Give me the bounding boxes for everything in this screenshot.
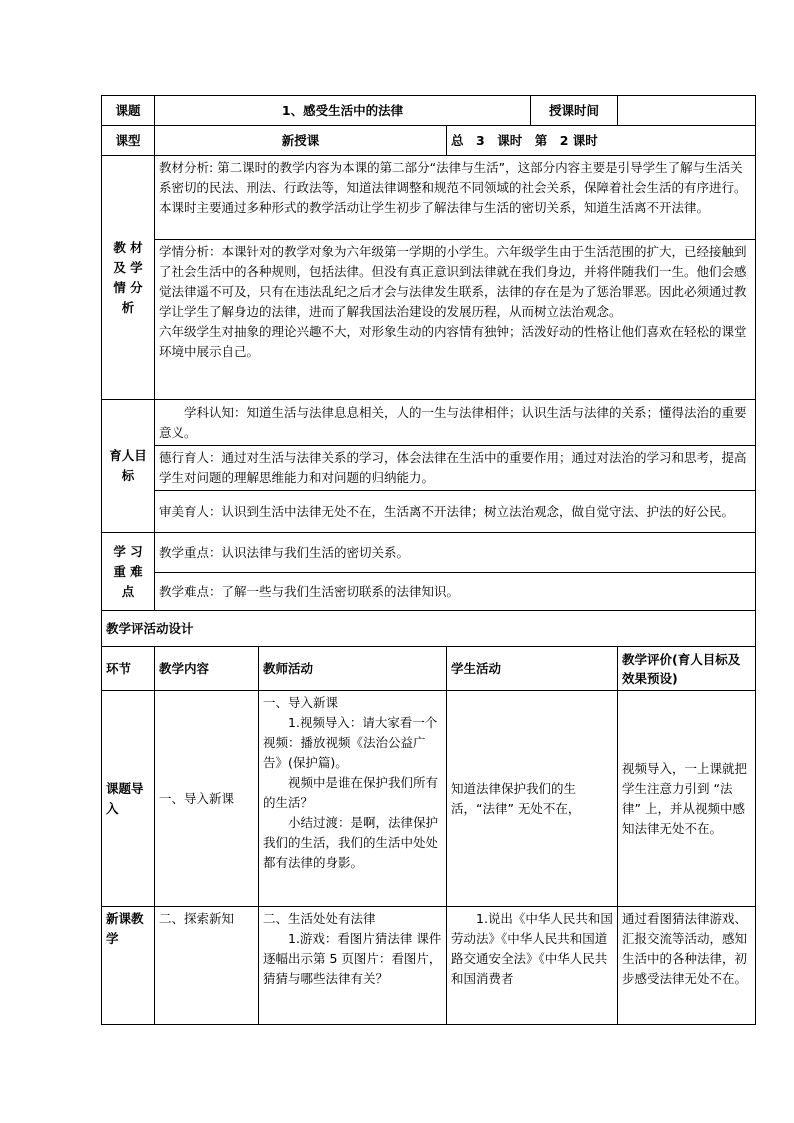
difficult-point: 教学难点：了解一些与我们生活密切联系的法律知识。	[155, 573, 756, 611]
teacher-line: 1.游戏：看图片猜法律 课件逐幅出示第 5 页图片：看图片，猜猜与哪些法律有关？	[263, 931, 442, 986]
col-header-stage: 环节	[102, 647, 155, 691]
student-analysis-para-2: 六年级学生对抽象的理论兴趣不大，对形象生动的内容情有独钟；活泼好动的性格让他们喜欢在轻松的课堂环境中展示自己。	[159, 324, 747, 359]
teacher-line: 小结过渡：是啊，法律保护我们的生活，我们的生活中处处都有法律的身影。	[263, 815, 439, 870]
topic-label: 课题	[102, 96, 155, 126]
goal-knowledge: 学科认知：知道生活与法律息息相关，人的一生与法律相伴；认识生活与法律的关系；懂得法治的重要意义。	[155, 400, 756, 446]
type-label: 课型	[102, 126, 155, 156]
type-value: 新授课	[155, 126, 447, 156]
lesson-plan-table	[101, 95, 756, 1025]
evaluation-cell: 通过看图猜法律游戏、汇报交流等活动，感知生活中的各种法律，初步感受法律无处不在。	[618, 907, 756, 1025]
goals-row-moral	[102, 446, 756, 491]
topic-value: 1、感受生活中的法律	[155, 96, 531, 126]
content-cell: 一、导入新课	[155, 691, 259, 907]
teacher-line: 一、导入新课	[263, 695, 339, 710]
analysis-row-textbook	[102, 156, 756, 240]
key-points-label: 学 习 重 难 点	[102, 533, 155, 611]
design-title: 教学评活动设计	[102, 611, 756, 647]
teacher-line: 视频中是谁在保护我们所有的生活？	[263, 775, 439, 810]
stage-cell: 课题导入	[102, 691, 155, 907]
teacher-activity-cell	[259, 691, 447, 907]
type-row	[102, 126, 756, 156]
design-title-row	[102, 611, 756, 647]
student-activity-cell: 1.说出《中华人民共和国劳动法》《中华人民共和国道路交通安全法》《中华人民共和国消费者	[447, 907, 618, 1025]
teacher-activity-cell	[259, 907, 447, 1025]
col-header-teacher: 教师活动	[259, 647, 447, 691]
goals-row-knowledge	[102, 400, 756, 446]
key-row	[102, 533, 756, 573]
col-header-content: 教学内容	[155, 647, 259, 691]
teacher-line: 二、生活处处有法律	[263, 911, 376, 926]
evaluation-cell: 视频导入，一上课就把学生注意力引到 “法律” 上，并从视频中感知法律无处不在。	[618, 691, 756, 907]
goals-row-aesthetic	[102, 491, 756, 533]
student-analysis-para-1: 学情分析：本课针对的教学对象为六年级第一学期的小学生。六年级学生由于生活范围的扩大，已经接触到了社会生活中的各种规则，包括法律。但没有真正意识到法律就在我们身边，并将伴随我们一生。他们会感觉法律遥不可及，只有在违法乱纪之后才会与法律发生联系，法律的存在是为了惩治罪恶。因此必须通过教学让学生了解身边的法律，进而了解我国法治建设的发展历程，从而树立法治观念。	[159, 244, 747, 319]
col-header-student: 学生活动	[447, 647, 618, 691]
analysis-row-students	[102, 240, 756, 400]
teacher-line: 1.视频导入：请大家看一个视频：播放视频《法治公益广告》(保护篇)。	[263, 715, 438, 770]
key-point: 教学重点：认识法律与我们生活的密切关系。	[155, 533, 756, 573]
col-header-evaluation: 教学评价(育人目标及效果预设)	[618, 647, 756, 691]
analysis-label: 教 材 及 学 情 分 析	[102, 156, 155, 400]
student-activity-cell: 知道法律保护我们的生活，“法律” 无处不在，	[447, 691, 618, 907]
table-row	[102, 691, 756, 907]
topic-row	[102, 96, 756, 126]
goals-label: 育人目标	[102, 400, 155, 533]
goal-moral: 德行育人：通过对生活与法律关系的学习，体会法律在生活中的重要作用；通过对法治的学习和思考，提高学生对问题的理解思维能力和对问题的归纳能力。	[155, 446, 756, 491]
time-value	[618, 96, 756, 126]
student-analysis	[155, 240, 756, 400]
table-row	[102, 907, 756, 1025]
textbook-analysis: 教材分析: 第二课时的教学内容为本课的第二部分“法律与生活”，这部分内容主要是引导学生了解与生活关系密切的民法、刑法、行政法等，知道法律调整和规范不同领域的社会关系，保障着社会生活的有序进行。本课时主要通过多种形式的教学活动让学生初步了解法律与生活的密切关系，知道生活离不开法律。	[155, 156, 756, 240]
difficult-row	[102, 573, 756, 611]
stage-cell: 新课教学	[102, 907, 155, 1025]
design-header-row	[102, 647, 756, 691]
time-label: 授课时间	[531, 96, 618, 126]
goal-aesthetic: 审美育人：认识到生活中法律无处不在，生活离不开法律；树立法治观念，做自觉守法、护法的好公民。	[155, 491, 756, 533]
period-value: 总 3 课时 第 2 课时	[447, 126, 756, 156]
content-cell: 二、探索新知	[155, 907, 259, 1025]
